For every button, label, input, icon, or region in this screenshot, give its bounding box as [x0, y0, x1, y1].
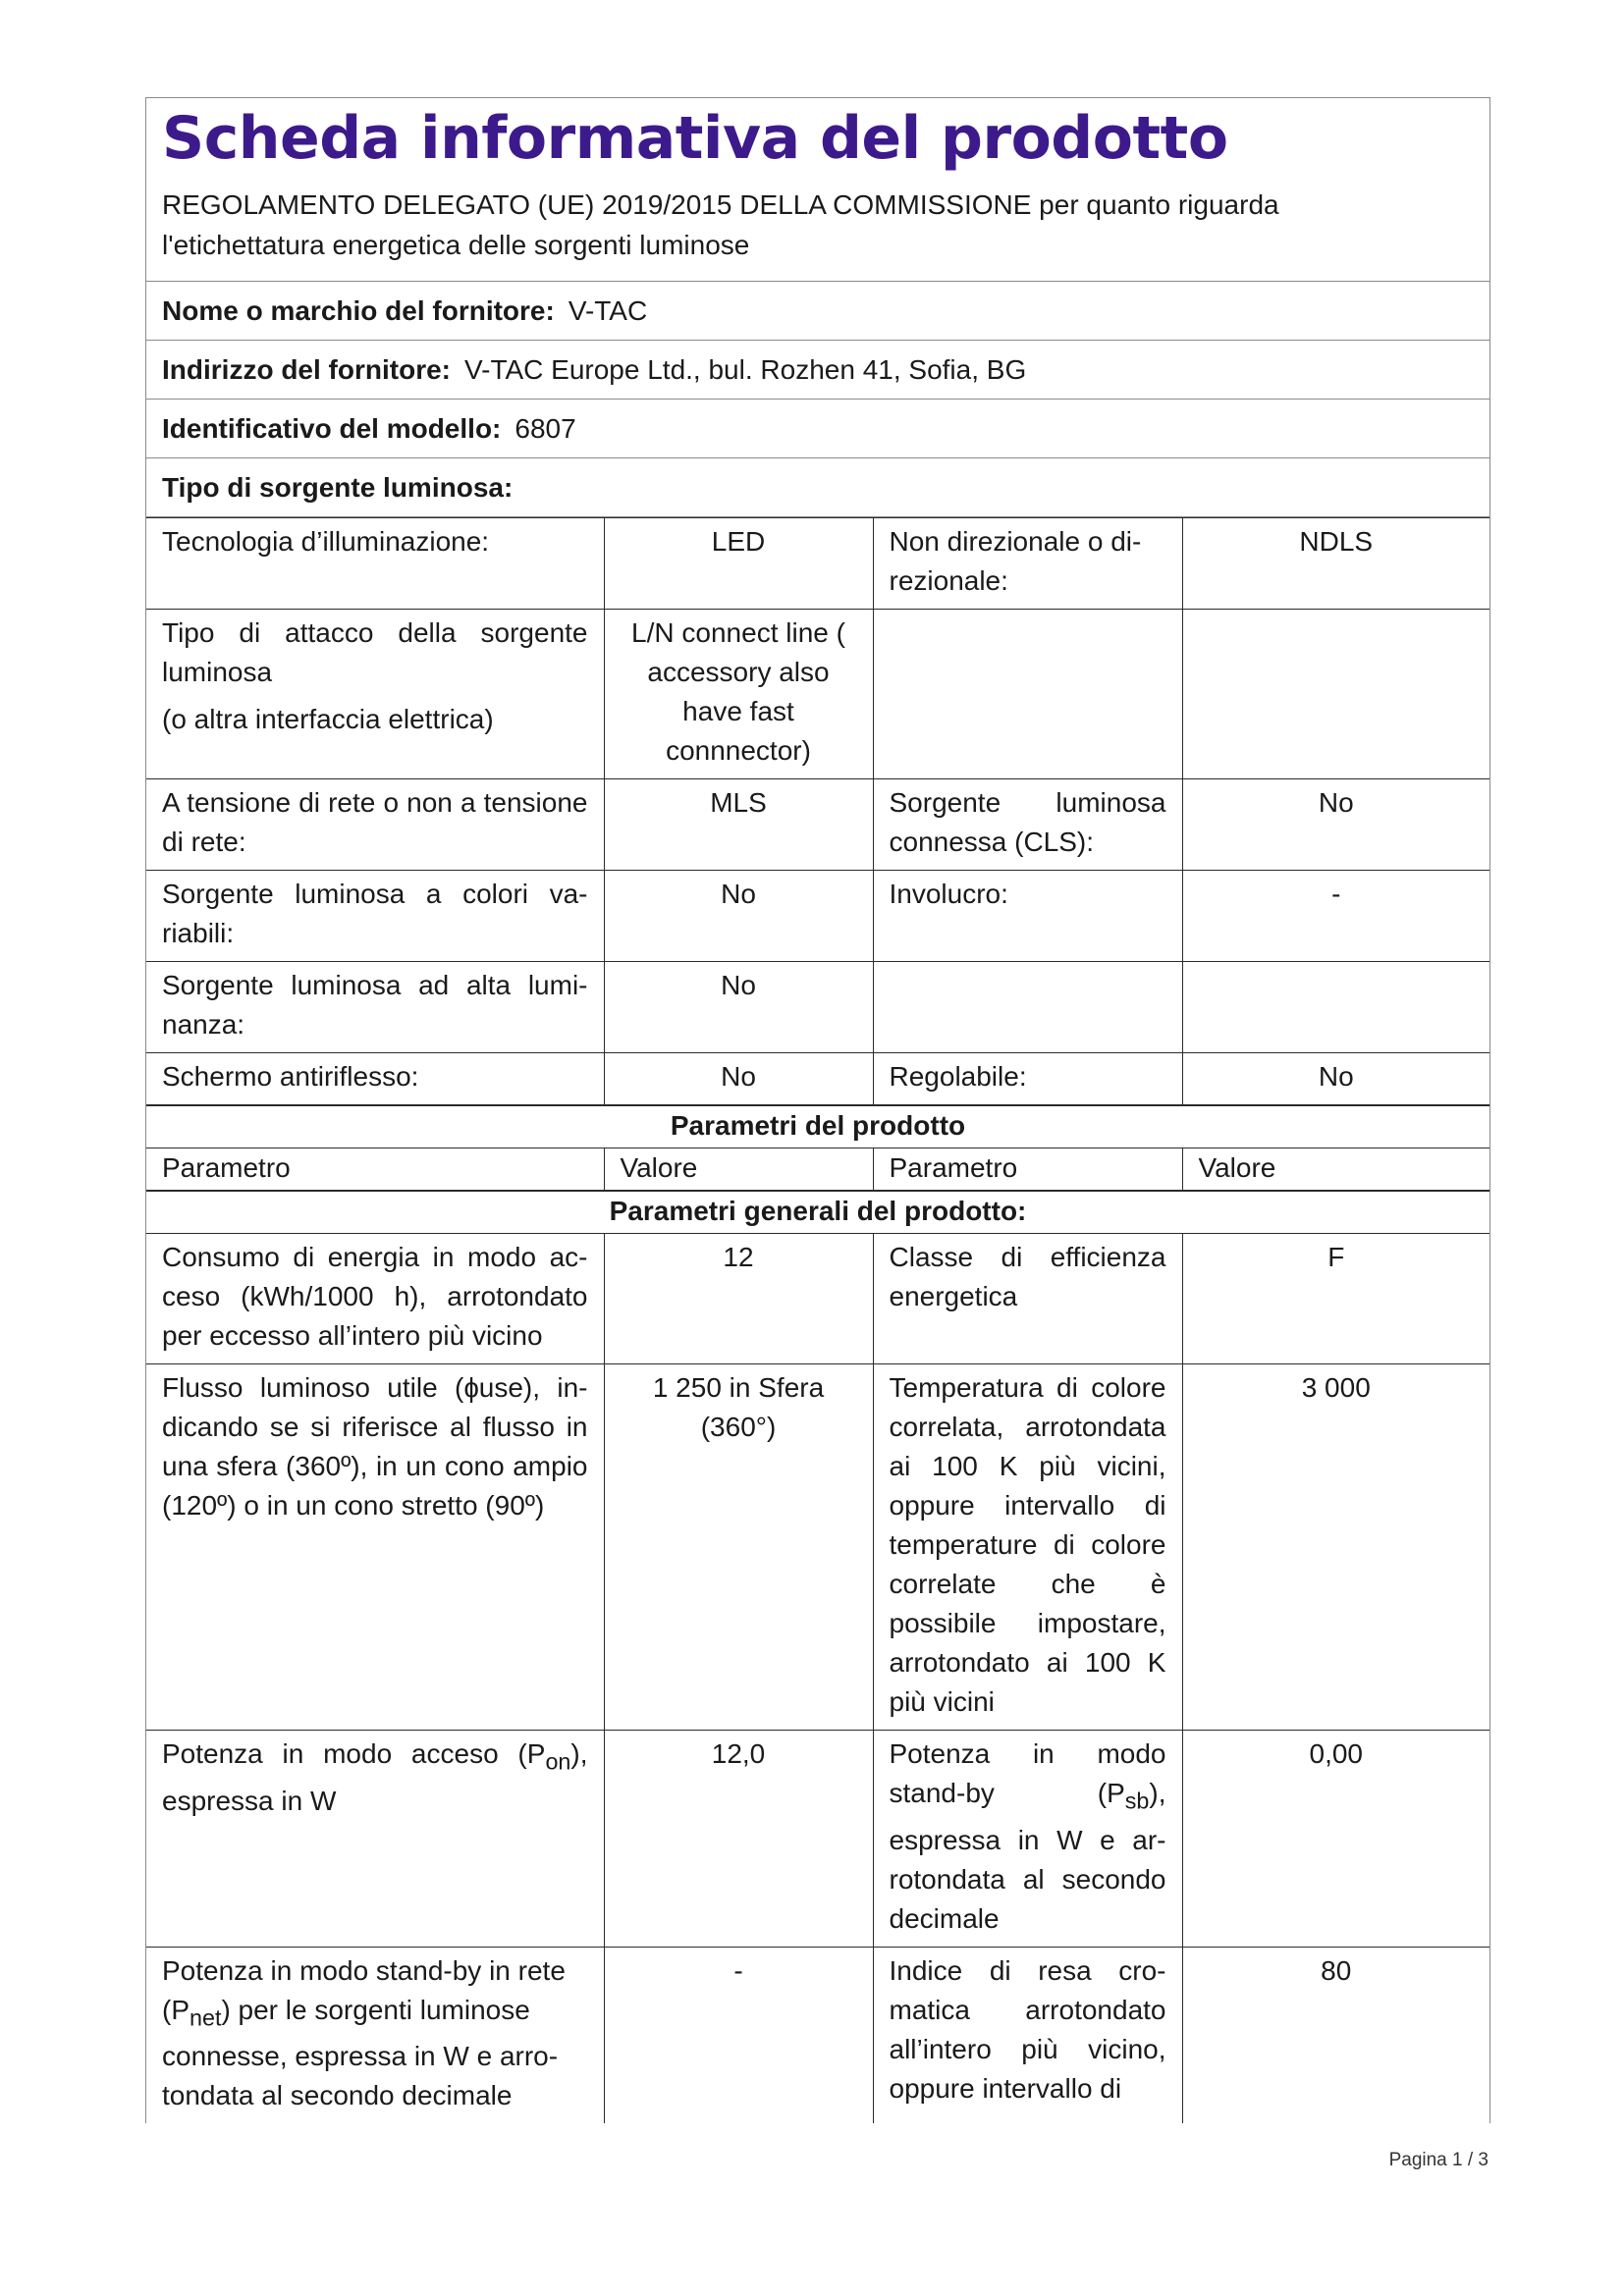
table-row	[146, 1148, 1489, 1192]
empty-cell	[1182, 610, 1489, 779]
standby-power-label	[873, 1731, 1182, 1948]
dimmable-value: No	[1182, 1053, 1489, 1106]
on-mode-power-subscript: on	[545, 1748, 571, 1775]
empty-cell	[873, 610, 1182, 779]
supplier-address-value: V-TAC Europe Ltd., bul. Rozhen 41, Sofia, BG	[464, 353, 1027, 385]
table-row	[146, 1191, 1489, 1234]
empty-cell	[1182, 962, 1489, 1053]
document-title: Scheda informativa del prodotto	[162, 104, 1228, 173]
table-row	[146, 1234, 1489, 1364]
model-identifier-label: Identificativo del modello:	[162, 412, 502, 444]
model-identifier-value: 6807	[514, 412, 576, 444]
document-header	[146, 98, 1489, 282]
cap-type-cell	[146, 610, 604, 779]
tech-label: Tecnologia d’illuminazione:	[146, 518, 604, 610]
page-number: Pagina 1 / 3	[1388, 2150, 1489, 2170]
table-row	[146, 1947, 1489, 2123]
cap-type-sublabel: (o altra interfaccia elettrica)	[162, 704, 494, 735]
product-parameters-heading: Parametri del prodotto	[146, 1105, 1489, 1148]
on-mode-power-label	[146, 1731, 604, 1948]
table-row	[146, 610, 1489, 779]
colour-temperature-value: 3 000	[1182, 1364, 1489, 1731]
table-row	[146, 779, 1489, 871]
table-row	[146, 1731, 1489, 1948]
mains-label: A tensione di rete o non a tensione di rete:	[146, 779, 604, 871]
high-luminance-value: No	[604, 962, 873, 1053]
tech-value: LED	[604, 518, 873, 610]
anti-glare-label: Schermo antiriflesso:	[146, 1053, 604, 1106]
value-column-header: Valore	[1182, 1148, 1489, 1192]
subtitle-line-2: l'etichettatura energetica delle sorgenti luminose	[162, 229, 750, 260]
table-row	[146, 1105, 1489, 1148]
model-identifier-row	[146, 400, 1489, 458]
on-mode-power-value: 12,0	[604, 1731, 873, 1948]
networked-standby-text: Potenza in modo stand-by in rete (P	[162, 1954, 566, 2025]
supplier-address-row	[146, 341, 1489, 400]
colour-tuneable-label: Sorgente luminosa a colori variabili:	[146, 871, 604, 962]
envelope-value: -	[1182, 871, 1489, 962]
cap-type-label: Tipo di attacco della sorgente luminosa	[162, 617, 588, 688]
supplier-address-label: Indirizzo del fornitore:	[162, 353, 451, 385]
anti-glare-value: No	[604, 1053, 873, 1106]
table-row	[146, 871, 1489, 962]
parameter-column-header: Parametro	[146, 1148, 604, 1192]
colour-rendering-value: 80	[1182, 1947, 1489, 2123]
colour-rendering-label: Indice di resa cromatica arrotondato all’intero più vicino, oppure intervallo di	[873, 1947, 1182, 2123]
connected-source-value: No	[1182, 779, 1489, 871]
networked-standby-value: -	[604, 1947, 873, 2123]
luminous-flux-value: 1 250 in Sfera (360°)	[604, 1364, 873, 1731]
energy-class-label: Classe di efficienza energetica	[873, 1234, 1182, 1364]
product-information-sheet	[145, 97, 1490, 2123]
high-luminance-label: Sorgente luminosa ad alta luminanza:	[146, 962, 604, 1053]
parameter-column-header: Parametro	[873, 1148, 1182, 1192]
energy-consumption-label: Consumo di energia in modo acceso (kWh/1000 h), arrotondato per eccesso all’intero più vicino	[146, 1234, 604, 1364]
table-row	[146, 1053, 1489, 1106]
general-parameters-heading: Parametri generali del prodotto:	[146, 1191, 1489, 1234]
dimmable-label: Regolabile:	[873, 1053, 1182, 1106]
light-source-type-row	[146, 458, 1489, 517]
colour-tuneable-value: No	[604, 871, 873, 962]
networked-standby-subscript: net	[189, 2004, 222, 2031]
standby-power-subscript: sb	[1124, 1788, 1150, 1814]
empty-cell	[873, 962, 1182, 1053]
colour-temperature-label: Temperatura di colore correlata, arrotondata ai 100 K più vicini, oppure intervallo di temperature di colore correlate che è possibile impostare, arrotondato ai 100 K più vicini	[873, 1364, 1182, 1731]
supplier-name-label: Nome o marchio del fornitore:	[162, 294, 555, 326]
standby-power-text-end: ), espressa in W e arrotondata al secondo decimale	[889, 1778, 1166, 1934]
directional-value: NDLS	[1182, 518, 1489, 610]
light-source-type-label: Tipo di sorgente luminosa:	[162, 471, 514, 503]
table-row	[146, 962, 1489, 1053]
document-subtitle	[162, 186, 1474, 265]
mains-value: MLS	[604, 779, 873, 871]
cap-type-value: L/N connect line ( accessory also have fast connnector)	[604, 610, 873, 779]
on-mode-power-text-end: ), espressa in W	[162, 1738, 588, 1816]
energy-class-value: F	[1182, 1234, 1489, 1364]
standby-power-text: Potenza in modo stand-by (P	[889, 1738, 1166, 1809]
networked-standby-text-end: ) per le sorgenti luminose connesse, espressa in W e arrotondata al secondo decimale	[162, 1994, 559, 2111]
luminous-flux-label: Flusso luminoso utile (ɸuse), indicando se si riferisce al flusso in una sfera (360º), in un cono ampio (120º) o in un cono stretto (90º)	[146, 1364, 604, 1731]
standby-power-value: 0,00	[1182, 1731, 1489, 1948]
directional-label: Non direzionale o direzionale:	[873, 518, 1182, 610]
table-row	[146, 1364, 1489, 1731]
subtitle-line-1: REGOLAMENTO DELEGATO (UE) 2019/2015 DELLA COMMISSIONE per quanto riguarda	[162, 189, 1279, 220]
energy-consumption-value: 12	[604, 1234, 873, 1364]
supplier-name-value: V-TAC	[568, 294, 648, 326]
envelope-label: Involucro:	[873, 871, 1182, 962]
value-column-header: Valore	[604, 1148, 873, 1192]
product-data-table	[146, 517, 1489, 2123]
table-row	[146, 518, 1489, 610]
networked-standby-label	[146, 1947, 604, 2123]
connected-source-label: Sorgente luminosa connessa (CLS):	[873, 779, 1182, 871]
on-mode-power-text: Potenza in modo acceso (P	[162, 1738, 546, 1770]
supplier-name-row	[146, 282, 1489, 341]
